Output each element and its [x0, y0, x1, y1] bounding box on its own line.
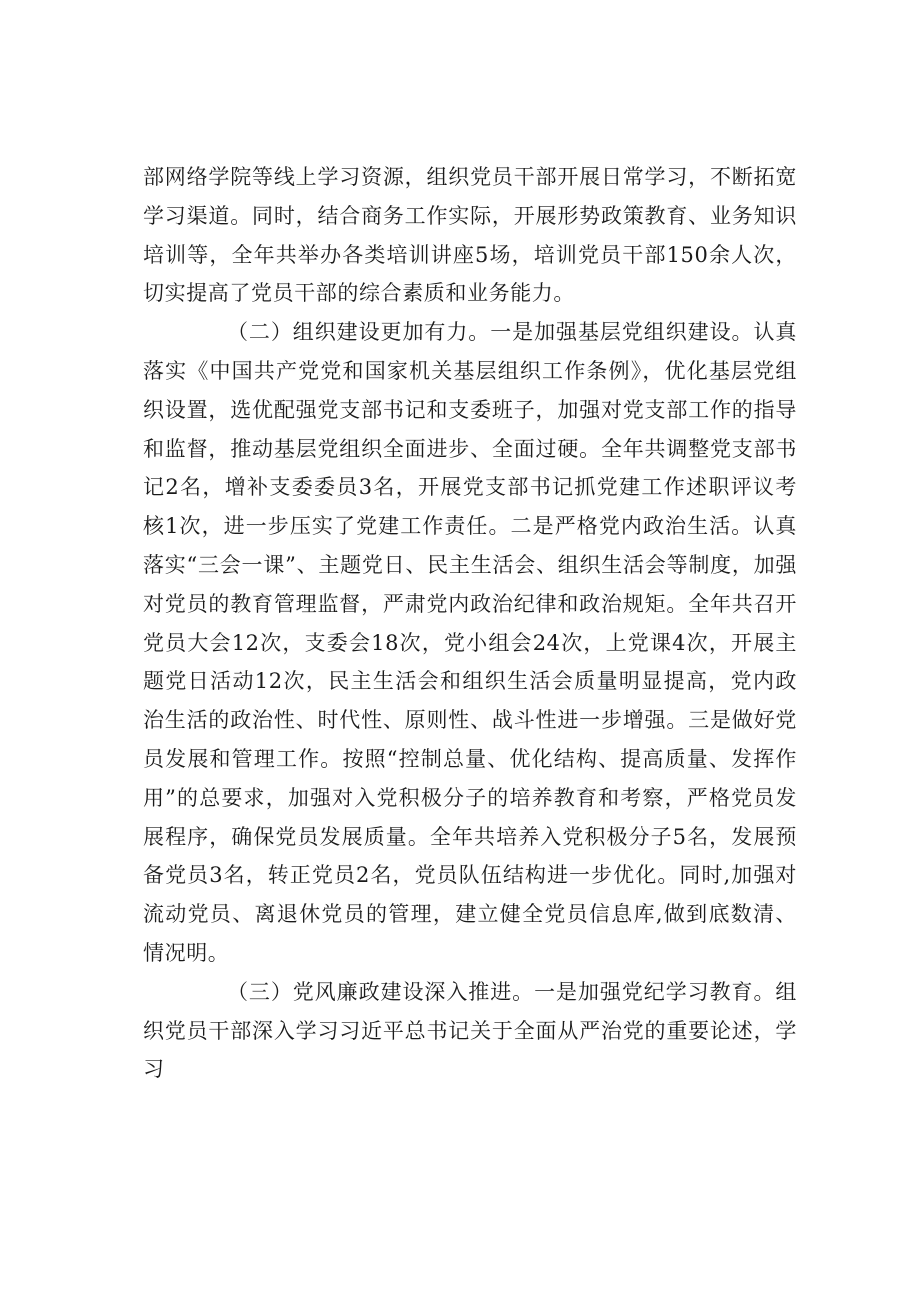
- paragraph-organization-building: （二）组织建设更加有力。一是加强基层党组织建设。认真落实《中国共产党党和国家机关基层组织工作条例》，优化基层党组织设置，选优配强党支部书记和支委班子，加强对党支部工作的指导和监督，推动基层党组织全面进步、全面过硬。全年共调整党支部书记2名，增补支委委员3名，开展党支部书记抓党建工作述职评议考核1次，进一步压实了党建工作责任。二是严格党内政治生活。认真落实“三会一课”、主题党日、民主生活会、组织生活会等制度，加强对党员的教育管理监督，严肃党内政治纪律和政治规矩。全年共召开党员大会12次，支委会18次，党小组会24次，上党课4次，开展主题党日活动12次，民主生活会和组织生活会质量明显提高，党内政治生活的政治性、时代性、原则性、战斗性进一步增强。三是做好党员发展和管理工作。按照“控制总量、优化结构、提高质量、发挥作用”的总要求，加强对入党积极分子的培养教育和考察，严格党员发展程序，确保党员发展质量。全年共培养入党积极分子5名，发展预备党员3名，转正党员2名，党员队伍结构进一步优化。同时,加强对流动党员、离退休党员的管理，建立健全党员信息库,做到底数清、情况明。: [143, 320, 797, 965]
- document-body: [143, 158, 797, 1089]
- paragraph-integrity-building: （三）党风廉政建设深入推进。一是加强党纪学习教育。组织党员干部深入学习习近平总书记关于全面从严治党的重要论述，学习: [143, 979, 797, 1082]
- paragraph-training-continuation: 部网络学院等线上学习资源，组织党员干部开展日常学习，不断拓宽学习渠道。同时，结合商务工作实际，开展形势政策教育、业务知识培训等，全年共举办各类培训讲座5场，培训党员干部150余人次，切实提高了党员干部的综合素质和业务能力。: [143, 165, 797, 306]
